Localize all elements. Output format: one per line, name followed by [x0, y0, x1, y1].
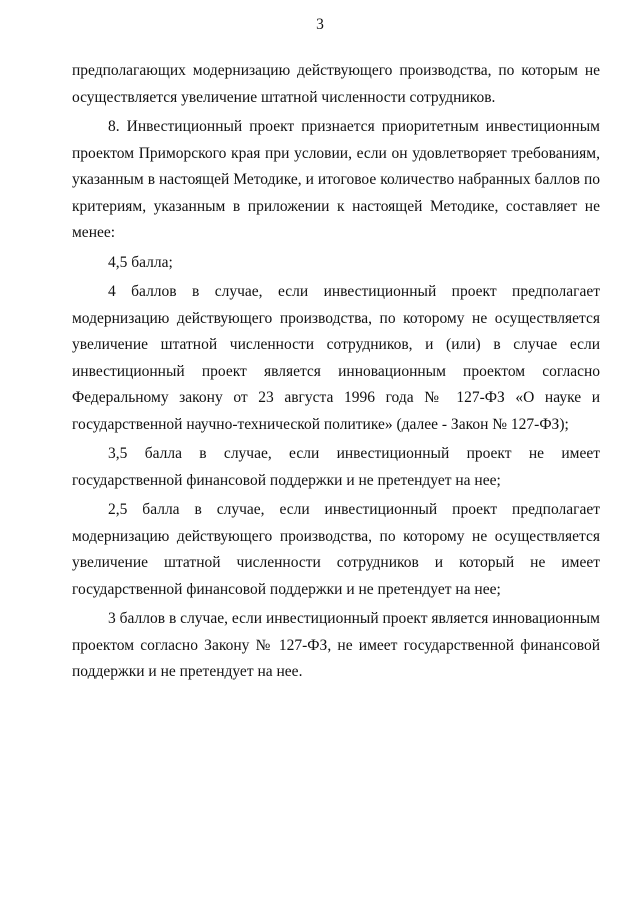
paragraph-score-2-5: 2,5 балла в случае, если инвестиционный проект предполагает модернизацию действующего производства, по которому не осуществляется увеличение штатной численности сотрудников и который не имеет государственной финансовой поддержки и не претендует на нее;: [72, 501, 600, 598]
paragraph-item-8: 8. Инвестиционный проект признается приоритетным инвестиционным проектом Приморского края при условии, если он удовлетворяет требованиям, указанным в настоящей Методике, и итоговое количество набранных баллов по критериям, указанным в приложении к настоящей Методике, составляет не менее:: [72, 118, 600, 241]
paragraph-continuation: предполагающих модернизацию действующего производства, по которым не осуществляется увеличение штатной численности сотрудников.: [72, 62, 600, 106]
document-body: [72, 58, 600, 689]
page-number: 3: [316, 16, 324, 33]
paragraph-score-4: 4 баллов в случае, если инвестиционный проект предполагает модернизацию действующего производства, по которому не осуществляется увеличение штатной численности сотрудников, и (или) в случае если инвестиционный проект является инновационным проектом согласно Федеральному закону от 23 августа 1996 года № 127-ФЗ «О науке и государственной научно-технической политике» (далее - Закон № 127-ФЗ);: [72, 283, 600, 433]
paragraph-score-3: 3 баллов в случае, если инвестиционный проект является инновационным проектом согласно Закону № 127-ФЗ, не имеет государственной финансовой поддержки и не претендует на нее.: [72, 610, 600, 680]
paragraph-score-4-5: 4,5 балла;: [108, 253, 173, 271]
paragraph-score-3-5: 3,5 балла в случае, если инвестиционный проект не имеет государственной финансовой поддержки и не претендует на нее;: [72, 445, 600, 489]
